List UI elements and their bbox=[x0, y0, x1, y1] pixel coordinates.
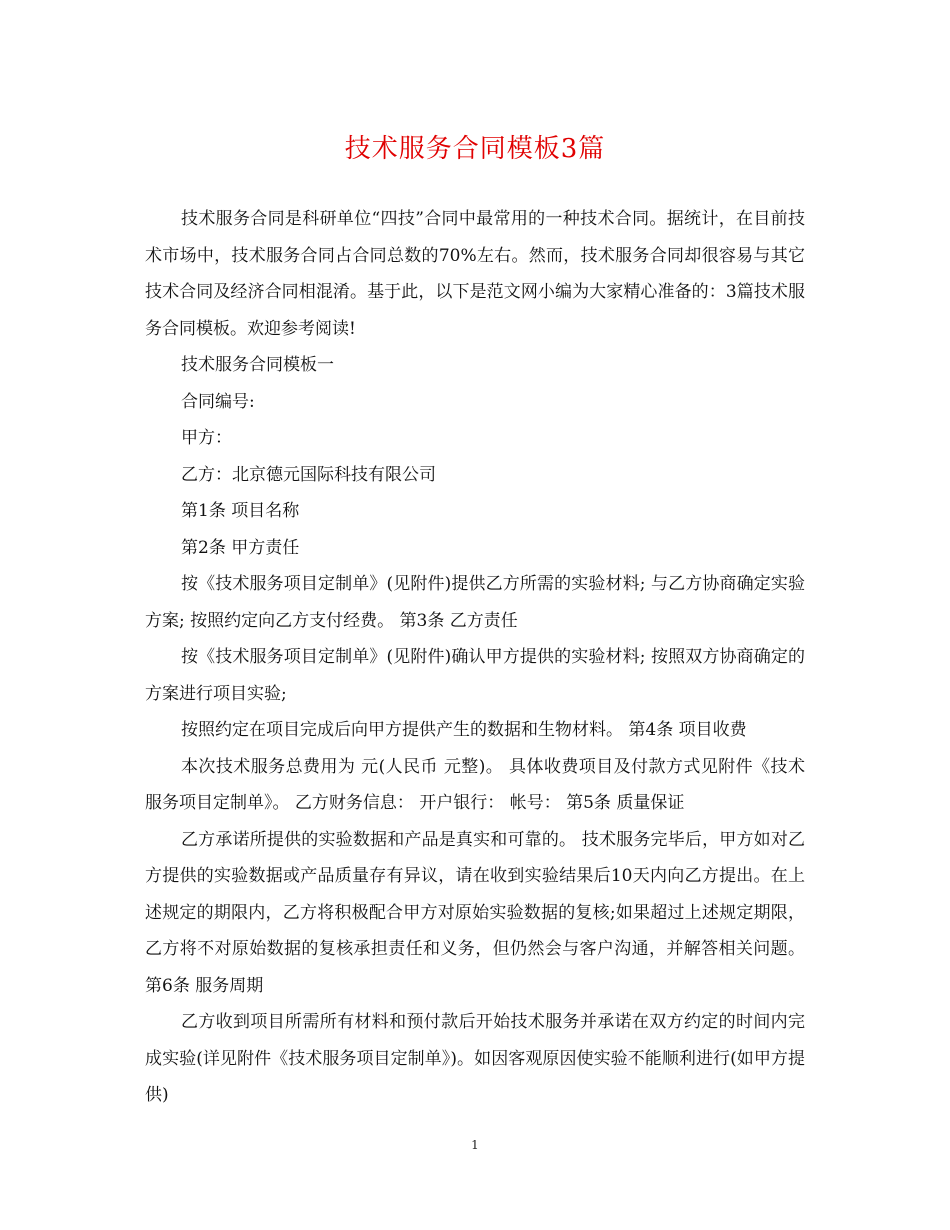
paragraph-party-b: 乙方：北京德元国际科技有限公司 bbox=[181, 464, 436, 485]
document-body bbox=[145, 201, 805, 1114]
paragraph-party-a-duties: 按《技术服务项目定制单》(见附件)提供乙方所需的实验材料; 与乙方协商确定实验方案; 按照约定向乙方支付经费。 第3条 乙方责任 bbox=[145, 574, 805, 631]
page-title: 技术服务合同模板3篇 bbox=[344, 134, 606, 164]
paragraph-article-1: 第1条 项目名称 bbox=[181, 501, 300, 521]
paragraph-contract-number: 合同编号: bbox=[181, 391, 255, 412]
paragraph-fees: 本次技术服务总费用为 元(人民币 元整)。 具体收费项目及付款方式见附件《技术服务项目定制单》。 乙方财务信息： 开户银行： 帐号： 第5条 质量保证 bbox=[145, 756, 805, 813]
paragraph-party-b-duties: 按《技术服务项目定制单》(见附件)确认甲方提供的实验材料; 按照双方协商确定的方案进行项目实验; bbox=[145, 647, 805, 704]
paragraph-quality: 乙方承诺所提供的实验数据和产品是真实和可靠的。 技术服务完毕后，甲方如对乙方提供的实验数据或产品质量存有异议，请在收到实验结果后10天内向乙方提出。在上述规定的期限内，乙方将积极配合甲方对原始实验数据的复核;如果超过上述规定期限，乙方将不对原始数据的复核承担责任和义务，但仍然会与客户沟通，并解答相关问题。 第6条 服务周期 bbox=[145, 829, 805, 996]
page-number: 1 bbox=[471, 1138, 479, 1152]
paragraph-intro: 技术服务合同是科研单位“四技”合同中最常用的一种技术合同。据统计，在目前技术市场中，技术服务合同占合同总数的70%左右。然而，技术服务合同却很容易与其它技术合同及经济合同相混淆。基于此，以下是范文网小编为大家精心准备的：3篇技术服务合同模板。欢迎参考阅读! bbox=[145, 209, 805, 339]
paragraph-service-period: 乙方收到项目所需所有材料和预付款后开始技术服务并承诺在双方约定的时间内完成实验(详见附件《技术服务项目定制单》)。如因客观原因使实验不能顺利进行(如甲方提供) bbox=[145, 1012, 805, 1105]
paragraph-party-a: 甲方： bbox=[181, 428, 232, 448]
paragraph-article-2: 第2条 甲方责任 bbox=[181, 537, 300, 558]
paragraph-data-delivery: 按照约定在项目完成后向甲方提供产生的数据和生物材料。 第4条 项目收费 bbox=[181, 720, 747, 740]
paragraph-template-heading: 技术服务合同模板一 bbox=[181, 355, 334, 375]
